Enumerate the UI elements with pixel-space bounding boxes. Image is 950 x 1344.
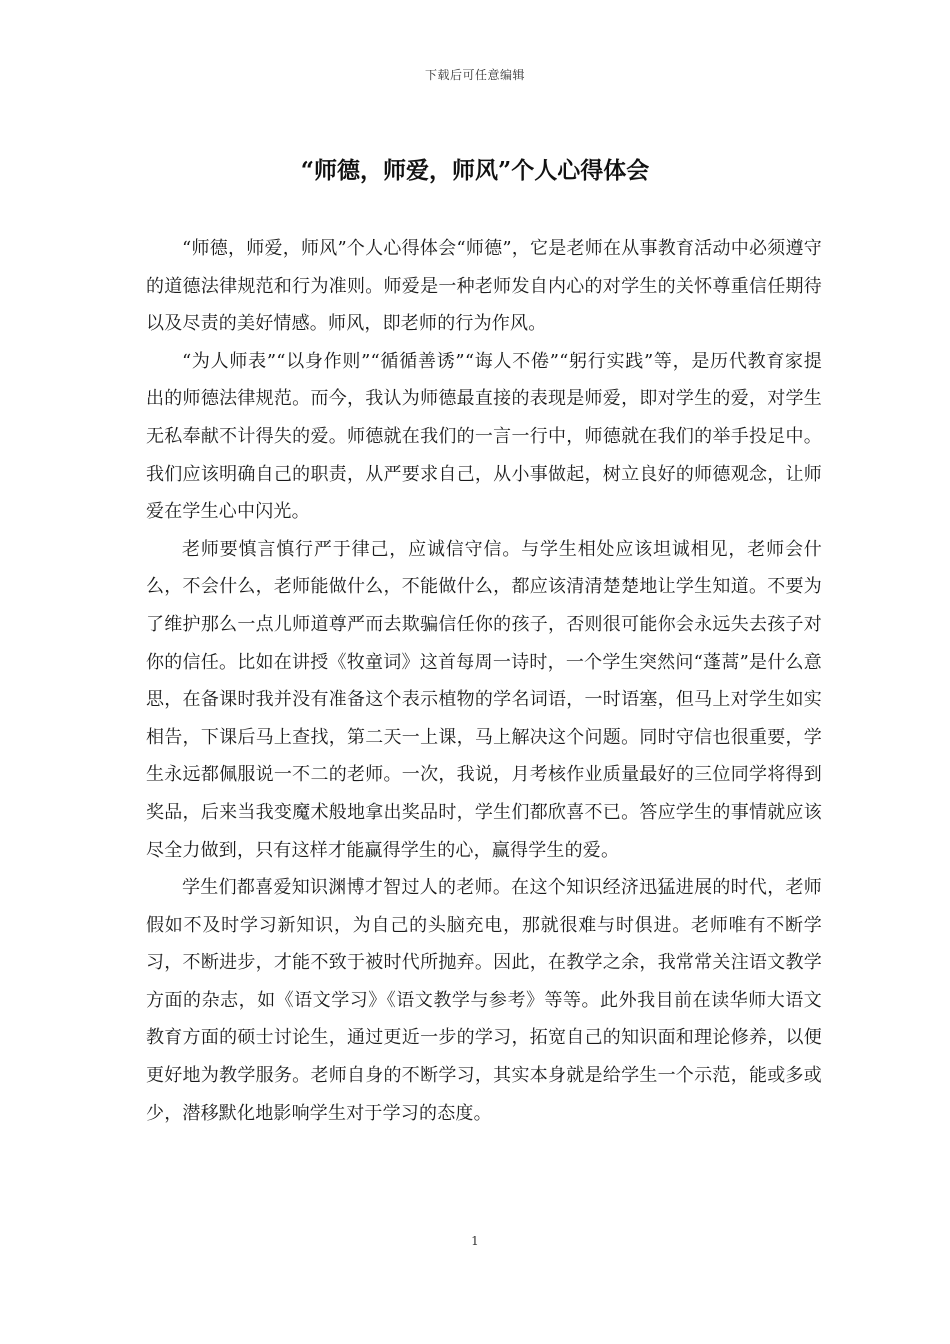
paragraph-2: “为人师表”“以身作则”“循循善诱”“诲人不倦”“躬行实践”等，是历代教育家提出的师德法律规范。而今，我认为师德最直接的表现是师爱，即对学生的爱，对学生无私奉献不计得失的爱。师德就在我们的一言一行中，师德就在我们的举手投足中。我们应该明确自己的职责，从严要求自己，从小事做起，树立良好的师德观念，让师爱在学生心中闪光。 (146, 350, 822, 523)
page-number: 1 (471, 1234, 479, 1248)
document-title: “师德，师爱，师风”个人心得体会 (300, 157, 650, 184)
paragraph-4: 学生们都喜爱知识渊博才智过人的老师。在这个知识经济迅猛进展的时代，老师假如不及时学习新知识，为自己的头脑充电，那就很难与时俱进。老师唯有不断学习，不断进步，才能不致于被时代所抛弃。因此，在教学之余，我常常关注语文教学方面的杂志，如《语文学习》《语文教学与参考》等等。此外我目前在读华师大语文教育方面的硕士讨论生，通过更近一步的学习，拓宽自己的知识面和理论修养，以便更好地为教学服务。老师自身的不断学习，其实本身就是给学生一个示范，能或多或少，潜移默化地影响学生对于学习的态度。 (146, 877, 822, 1124)
paragraph-3: 老师要慎言慎行严于律己，应诚信守信。与学生相处应该坦诚相见，老师会什么，不会什么，老师能做什么，不能做什么，都应该清清楚楚地让学生知道。不要为了维护那么一点儿师道尊严而去欺骗信任你的孩子，否则很可能你会永远失去孩子对你的信任。比如在讲授《牧童词》这首每周一诗时，一个学生突然问“蓬蒿”是什么意思，在备课时我并没有准备这个表示植物的学名词语，一时语塞，但马上对学生如实相告，下课后马上查找，第二天一上课，马上解决这个问题。同时守信也很重要，学生永远都佩服说一不二的老师。一次，我说，月考核作业质量最好的三位同学将得到奖品，后来当我变魔术般地拿出奖品时，学生们都欣喜不已。答应学生的事情就应该尽全力做到，只有这样才能赢得学生的心，赢得学生的爱。 (146, 538, 822, 861)
header-note: 下载后可任意编辑 (424, 68, 525, 82)
document-body (146, 230, 822, 1132)
paragraph-1: “师德，师爱，师风”个人心得体会“师德”，它是老师在从事教育活动中必须遵守的道德法律规范和行为准则。师爱是一种老师发自内心的对学生的关怀尊重信任期待以及尽责的美好情感。师风，即老师的行为作风。 (146, 238, 822, 335)
